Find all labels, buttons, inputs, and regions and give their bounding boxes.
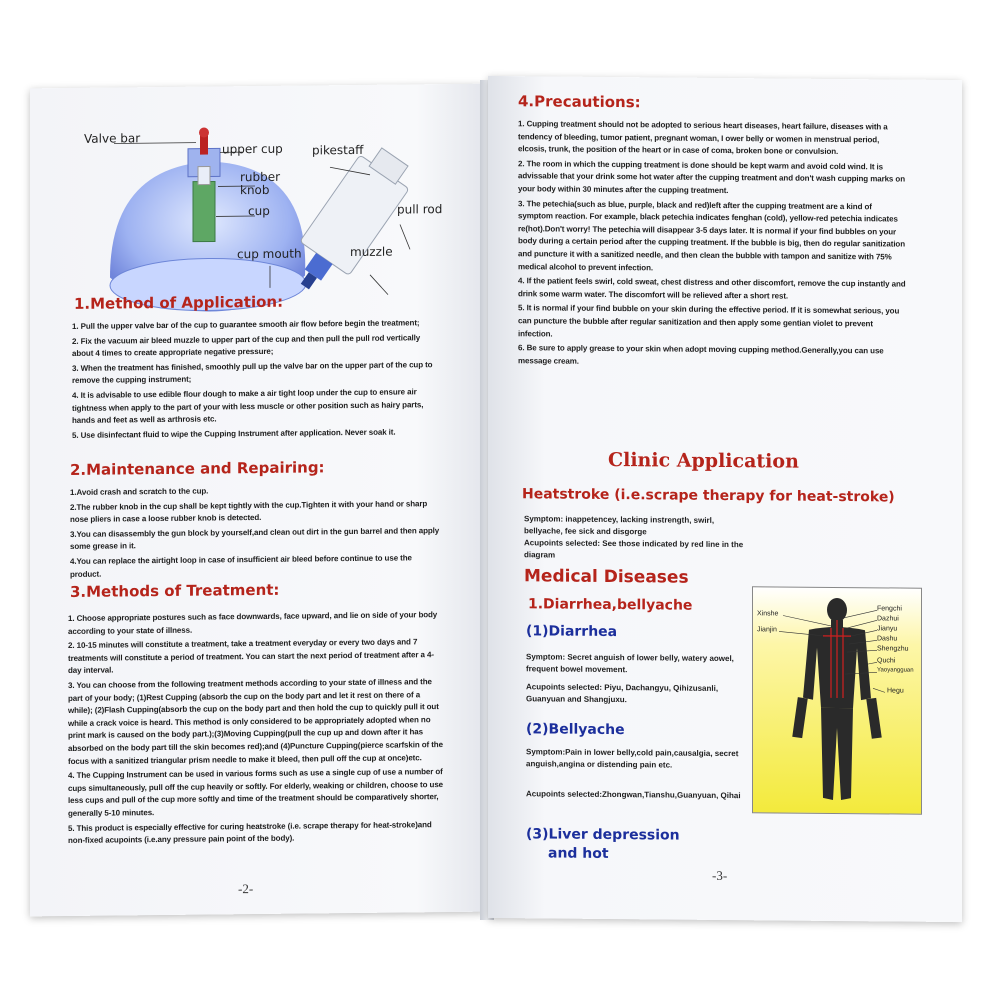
- bellyache-title: (2)Bellyache: [526, 721, 625, 739]
- figure-label-shengzhu: Shengzhu: [877, 645, 909, 653]
- methods-of-treatment-list: [68, 609, 443, 850]
- page-number-right: -3-: [712, 867, 728, 884]
- medical-diseases-title: Medical Diseases: [524, 566, 689, 588]
- list-item: 4.You can replace the airtight loop in case of insufficient air bleed before continue to use the product.: [70, 553, 412, 579]
- acupoint-figure: [752, 586, 922, 814]
- list-item: 1. Choose appropriate postures such as face downwards, face upward, and lie on side of your body according to your state of illness.: [68, 610, 438, 636]
- list-item: 2.The rubber knob in the cup shall be kept tightly with the cup.Tighten it with your hand or sharp nose pliers in case a loose rubber knob is detected.: [70, 498, 428, 525]
- list-item: 6. Be sure to apply grease to your skin when adopt moving cupping method.Generally,you can use message cream.: [518, 343, 884, 366]
- figure-label-jianjin: Jianjin: [757, 626, 777, 634]
- list-item: 3. When the treatment has finished, smoothly pull up the valve bar on the upper part of the cup to remove the cupping instrument;: [72, 359, 433, 386]
- list-item: 3. You can choose from the following treatment methods according to your state of illness and the part of your body; (1)Rest Cupping (absorb the cup on the body part and let it rest on there of a while); (2)Flash Cupping(absorb the cup on the body part and then hold the cup to quickly pull it out while a crack voice is heard. This method is only considered to be appropriately adopted when no print mark is caused on the body part.);(3)Moving Cupping(pull the cup up and down after it has absorbed on the body part till the skin becomes red);and (4)Puncture Cupping(pierce scarfskin of the focus with a sanitized triangular prism needle to make it bleed, then pull off the cup at once)etc.: [68, 677, 443, 766]
- section-title-method-of-application: 1.Method of Application:: [74, 292, 284, 313]
- label-upper-cup: upper cup: [222, 141, 283, 157]
- liver-depression-title: (3)Liver depression: [526, 826, 680, 844]
- label-pull-rod: pull rod: [397, 202, 443, 217]
- figure-label-dashu: Dashu: [877, 635, 898, 643]
- list-item: 1. Pull the upper valve bar of the cup to guarantee smooth air flow before begin the treatment;: [72, 318, 420, 331]
- left-page: [30, 84, 485, 917]
- list-item: 3. The petechia(such as blue, purple, black and red)left after the cupping treatment are a kind of symptom reaction. For example, black petechia indicates fenghan (cold), yellow-red petechia indicates re(hot).Don't worry! The petechia will disappear 3-5 days later. It is normal if your find bubbles on your body during a certain period after the cupping treatment. If the bubble is big, then do regular sanitization and puncture it with a sanitized needle, and then clean the bubble with tampon and sanitize with 75% medical alcohol to prevent infection.: [518, 198, 906, 272]
- section-title-maintenance: 2.Maintenance and Repairing:: [70, 458, 325, 479]
- diarrhea-bellyache-title: 1.Diarrhea,bellyache: [528, 596, 693, 614]
- maintenance-list: [70, 483, 440, 583]
- right-page: [488, 76, 962, 922]
- list-item: 4. If the patient feels swirl, cold sweat, chest distress and other discomfort, remove the cup instantly and drink some warm water. The discomfort will be relieved after a short rest.: [518, 276, 906, 301]
- list-item: 5. Use disinfectant fluid to wipe the Cupping Instrument after application. Never soak it.: [72, 427, 396, 440]
- figure-label-jianyu: Jianyu: [877, 625, 898, 633]
- list-item: 5. This product is especially effective for curing heatstroke (i.e. scrape therapy for heat-stroke)and non-fixed acupoints (i.e.any pressure pain point of the body).: [68, 819, 432, 846]
- heatstroke-acupoints: Acupoints selected: See those indicated by red line in the diagram: [524, 538, 744, 560]
- label-valve-bar: Valve bar: [84, 131, 141, 146]
- list-item: 2. Fix the vacuum air bleed muzzle to upper part of the cup and then pull the pull rod vertically about 4 times to create appropriate negative pressure;: [72, 332, 421, 359]
- label-cup-mouth: cup mouth: [237, 246, 302, 262]
- clinic-application-title: Clinic Application: [608, 448, 799, 473]
- page-number-left: -2-: [238, 881, 254, 897]
- heatstroke-symptom: Symptom: inappetencey, lacking instrength, swirl, bellyache, fee sick and disgorge: [524, 514, 715, 536]
- figure-label-quchi: Quchi: [877, 657, 896, 665]
- label-cup: cup: [248, 203, 270, 219]
- label-muzzle: muzzle: [350, 244, 393, 260]
- list-item: 3.You can disassembly the gun block by yourself,and clean out dirt in the gun barrel and then apply some grease in it.: [70, 525, 440, 552]
- diarrhea-title: (1)Diarrhea: [526, 623, 618, 641]
- heatstroke-title: Heatstroke (i.e.scrape therapy for heat-stroke): [522, 486, 895, 506]
- diarrhea-acupoints: Acupoints selected: Piyu, Dachangyu, Qihizusanli, Guanyuan and Shangjuxu.: [526, 682, 719, 704]
- label-rubber: rubber: [240, 169, 281, 185]
- method-of-application-list: [72, 317, 442, 444]
- figure-label-hegu: Hegu: [887, 687, 904, 695]
- list-item: 1. Cupping treatment should not be adopted to serious heart diseases, heart failure, diseases with a tendency of bleeding, tumor patient, pregnant woman, I ower belly or women in menstrual period, elcosis, trunk, the position of the heart or in case of coma, broken bone or convulsion.: [518, 119, 888, 157]
- figure-label-fengchi: Fengchi: [877, 605, 902, 613]
- list-item: 2. 10-15 minutes will constitute a treatment, take a treatment everyday or every two days and 7 treatments will constitute a period of treatment. You can start the next period of treatment after a 4-day interval.: [68, 637, 434, 676]
- list-item: 1.Avoid crash and scratch to the cup.: [70, 486, 209, 497]
- bellyache-symptom: Symptom:Pain in lower belly,cold pain,causalgia, secret anguish,angina or distending pain etc.: [526, 747, 739, 770]
- bellyache-acupoints: Acupoints selected:Zhongwan,Tianshu,Guanyuan, Qihai: [526, 789, 741, 801]
- list-item: 4. It is advisable to use edible flour dough to make a air tight loop under the cup to ensure air tightness when apply to the part of your with less muscle or other position such as hairy parts, hands and feet as well as arthrosis etc.: [72, 387, 424, 426]
- list-item: 2. The room in which the cupping treatment is done should be kept warm and avoid cold wind. It is advissable that your drink some hot water after the cupping treatment and don't wash cupping marks on your body within 30 minutes after the cupping treatment.: [518, 158, 905, 195]
- figure-label-yaoyangguan: Yaoyangguan: [877, 667, 914, 674]
- section-title-methods-of-treatment: 3.Methods of Treatment:: [70, 580, 280, 601]
- diarrhea-symptom: Symptom: Secret anguish of lower belly, watery aowel, frequent bowel movement.: [526, 652, 734, 674]
- liver-depression-title-line2: and hot: [548, 845, 609, 862]
- label-knob: knob: [240, 182, 270, 198]
- list-item: 5. It is normal if your find bubble on your skin during the effective period. If it is somewhat serious, you can puncture the bubble after regular sanitization and then apply some gentian violet to prevent infection.: [518, 303, 900, 338]
- list-item: 4. The Cupping Instrument can be used in various forms such as use a single cup of use a number of cups simultaneously, pull off the cup heavily or softly. For elderly, weaking or children, choose to use less cups and pull of the cup more softly and time of the treatment should be comparatively shorter, generally 5-10 minutes.: [68, 767, 444, 818]
- figure-label-xinshe: Xinshe: [757, 610, 779, 618]
- figure-label-dazhui: Dazhui: [877, 615, 899, 623]
- section-title-precautions: 4.Precautions:: [518, 92, 641, 112]
- label-pikestaff: pikestaff: [312, 142, 364, 158]
- precautions-list: [518, 118, 908, 373]
